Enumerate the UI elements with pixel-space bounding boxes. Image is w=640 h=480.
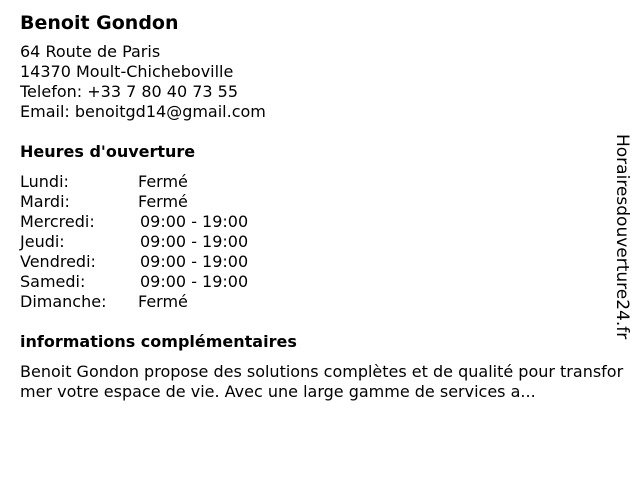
contact-block [20,42,632,122]
hours-row-wednesday [20,212,632,232]
business-name: Benoit Gondon [20,12,179,34]
hours-day: Dimanche: [20,292,107,311]
hours-time: 09:00 - 19:00 [140,252,249,271]
hours-day: Mardi: [20,192,70,211]
address-city: 14370 Moult-Chicheboville [20,62,234,81]
hours-day: Jeudi: [20,232,65,251]
info-heading: informations complémentaires [20,332,297,351]
email-address: Email: benoitgd14@gmail.com [20,102,266,121]
hours-row-sunday [20,292,632,312]
hours-time: Fermé [138,292,188,311]
opening-hours-table [20,172,632,312]
hours-day: Samedi: [20,272,86,291]
hours-row-saturday [20,272,632,292]
business-info [20,10,632,402]
hours-time: 09:00 - 19:00 [140,272,249,291]
phone-number: Telefon: +33 7 80 40 73 55 [20,82,239,101]
hours-row-monday [20,172,632,192]
business-description: Benoit Gondon propose des solutions complètes et de qualité pour transformer votre espace de vie. Avec une large gamme de services a... [20,362,624,401]
hours-day: Vendredi: [20,252,96,271]
hours-row-friday [20,252,632,272]
site-watermark: Horairesdouverture24.fr [612,134,632,340]
hours-day: Lundi: [20,172,69,191]
hours-row-tuesday [20,192,632,212]
hours-time: 09:00 - 19:00 [140,212,249,231]
hours-time: 09:00 - 19:00 [140,232,249,251]
hours-time: Fermé [138,172,188,191]
hours-heading: Heures d'ouverture [20,142,196,161]
address-street: 64 Route de Paris [20,42,161,61]
hours-day: Mercredi: [20,212,95,231]
hours-row-thursday [20,232,632,252]
hours-time: Fermé [138,192,188,211]
